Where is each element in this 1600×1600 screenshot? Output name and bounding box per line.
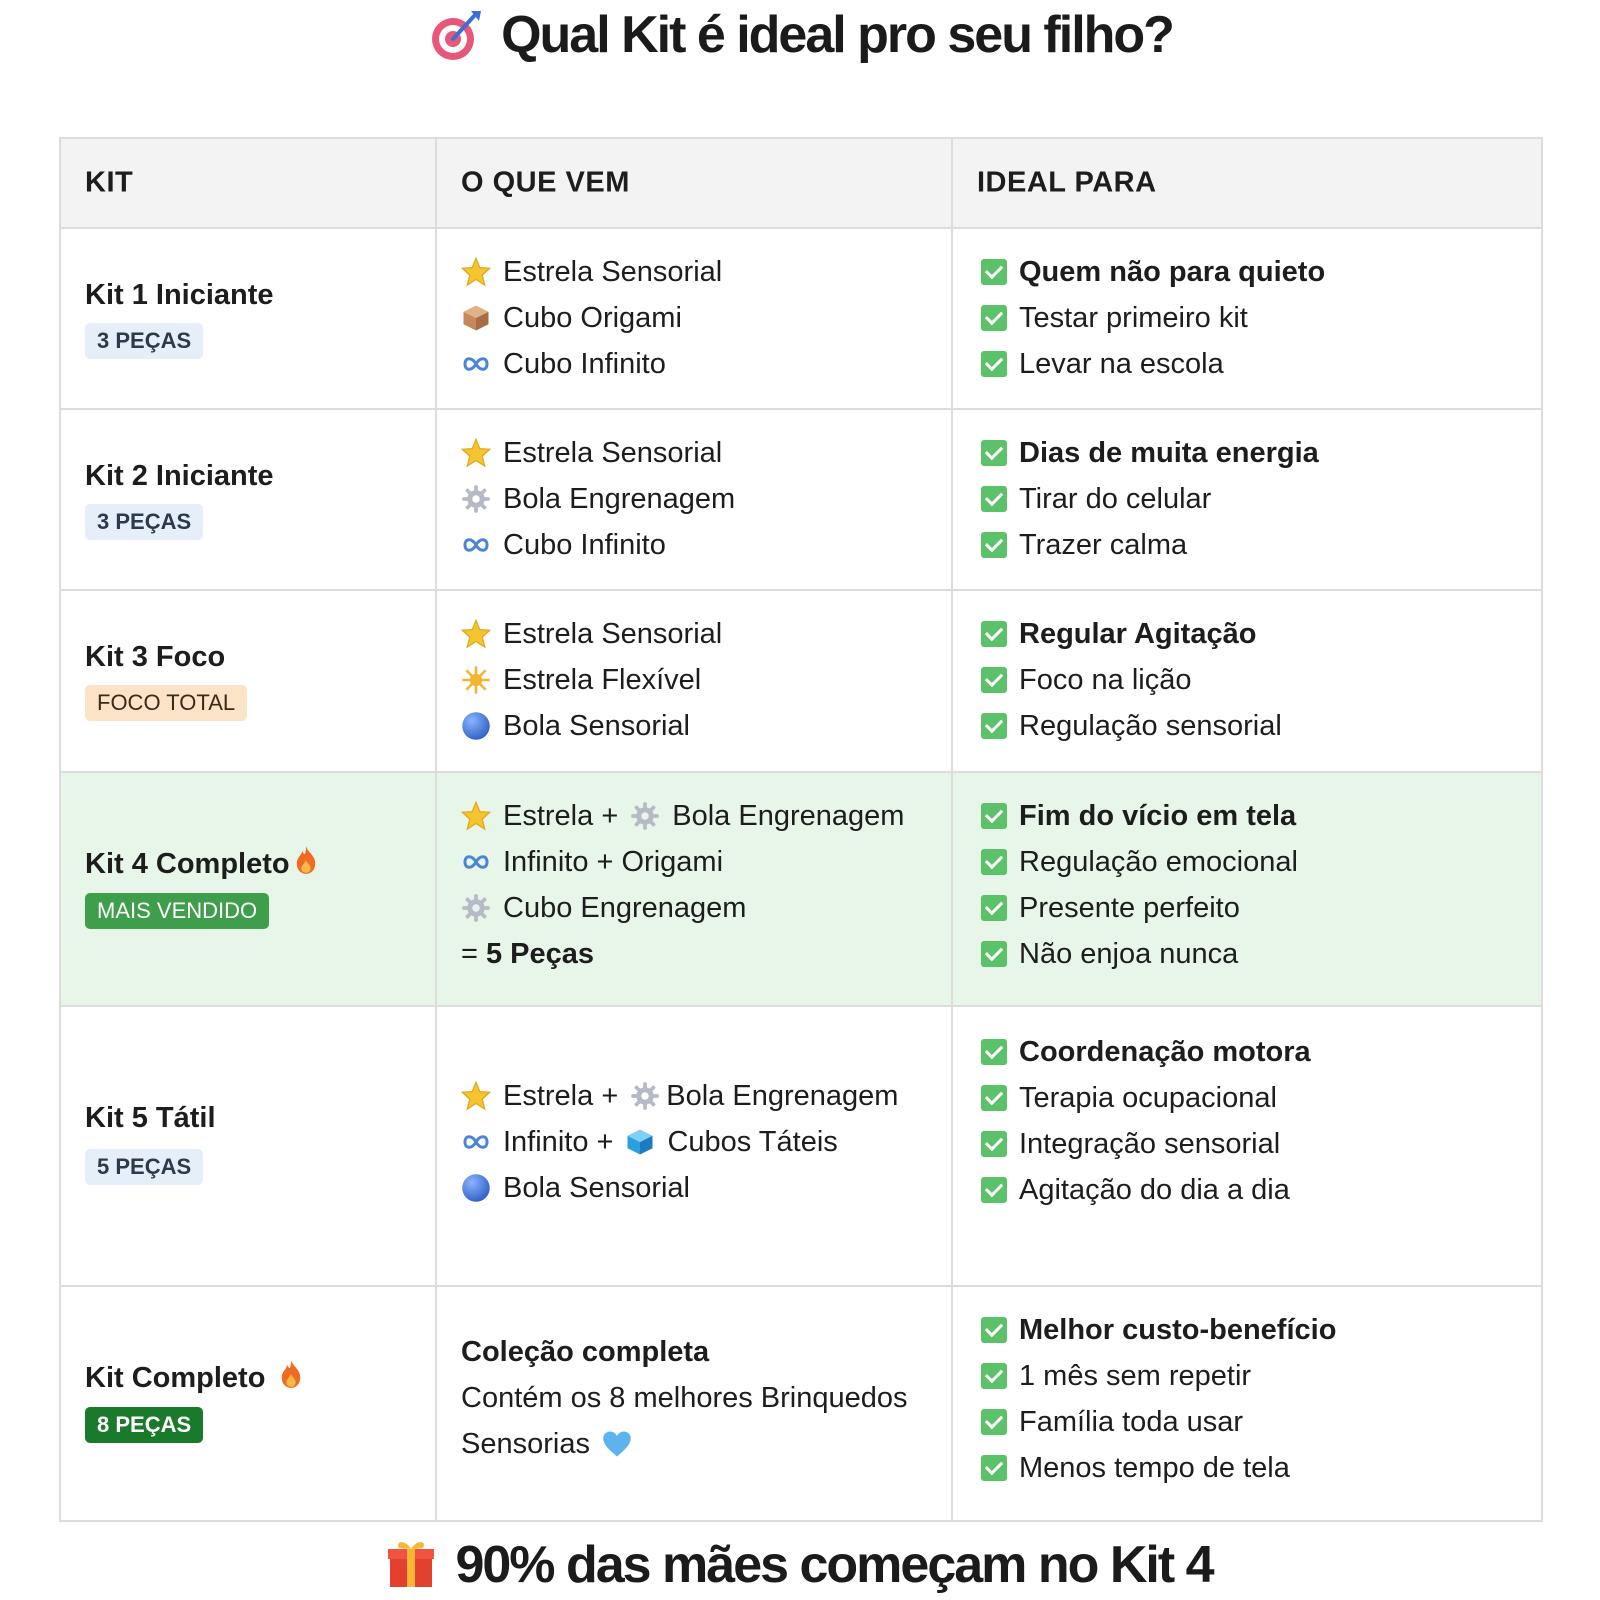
blue-cube-icon [625,1127,655,1157]
list-item: Bola Engrenagem [461,476,735,522]
list-item: Infinito + Cubos Táteis [461,1119,898,1165]
header-ideal: IDEAL PARA [977,166,1157,199]
table-row [61,589,1541,771]
list-item: Agitação do dia a dia [977,1167,1311,1213]
list-item: Bola Sensorial [461,1165,898,1211]
star-icon [461,438,491,468]
collection-description-end: Sensorias [461,1421,908,1467]
list-item: Menos tempo de tela [977,1445,1336,1491]
kit-name: Kit 3 Foco [85,641,226,673]
target-icon [427,7,483,63]
list-item: Testar primeiro kit [977,295,1325,341]
list-item: Estrela Sensorial [461,430,735,476]
star-icon [461,801,491,831]
check-icon [981,895,1007,921]
check-icon [981,486,1007,512]
check-icon [981,259,1007,285]
focus-badge: FOCO TOTAL [85,685,247,721]
list-item: Regulação emocional [977,839,1298,885]
list-item: Infinito + Origami [461,839,904,885]
check-icon [981,1317,1007,1343]
pieces-badge: 3 PEÇAS [85,504,203,540]
table-row [61,227,1541,408]
footer-banner [0,1530,1600,1600]
collection-description: Contém os 8 melhores Brinquedos [461,1382,908,1414]
header-kit: KIT [85,166,134,199]
list-item: Família toda usar [977,1399,1336,1445]
list-item: Regulação sensorial [977,703,1282,749]
check-icon [981,803,1007,829]
list-item: Não enjoa nunca [977,931,1298,977]
list-item: Cubo Infinito [461,522,735,568]
check-icon [981,1363,1007,1389]
blue-ball-icon [461,711,491,741]
list-item: Levar na escola [977,341,1325,387]
check-icon [981,621,1007,647]
table-row [61,1005,1541,1285]
list-item: Fim do vício em tela [977,793,1298,839]
list-item: Foco na lição [977,657,1282,703]
kit-name: Kit 4 Completo [85,845,318,883]
star-icon [461,1081,491,1111]
infinity-icon [461,847,491,877]
footer-text: 90% das mães começam no Kit 4 [455,1536,1213,1594]
list-item: Estrela + Bola Engrenagem [461,793,904,839]
list-item: Cubo Origami [461,295,722,341]
page-title [0,0,1600,70]
check-icon [981,1085,1007,1111]
gift-icon [387,1537,435,1594]
list-item: Terapia ocupacional [977,1075,1311,1121]
best-seller-badge: MAIS VENDIDO [85,893,269,929]
table-header-row [61,139,1541,227]
list-item: Regular Agitação [977,611,1282,657]
pieces-badge: 8 PEÇAS [85,1407,203,1443]
table-row [61,1285,1541,1520]
kit-name: Kit 1 Iniciante [85,279,274,311]
gear-icon [461,484,491,514]
check-icon [981,440,1007,466]
list-item: Quem não para quieto [977,249,1325,295]
list-item: Integração sensorial [977,1121,1311,1167]
total-pieces: = 5 Peças [461,937,594,970]
star-icon [461,619,491,649]
table-row-highlight [61,771,1541,1005]
list-item: Presente perfeito [977,885,1298,931]
check-icon [981,532,1007,558]
box-icon [461,303,491,333]
list-item: Estrela Sensorial [461,249,722,295]
check-icon [981,713,1007,739]
collection-heading: Coleção completa [461,1336,710,1368]
list-item: Trazer calma [977,522,1319,568]
kit-name: Kit 5 Tátil [85,1102,216,1134]
list-item: Estrela Sensorial [461,611,722,657]
infinity-icon [461,1127,491,1157]
header-contents: O QUE VEM [461,166,630,199]
list-item: 1 mês sem repetir [977,1353,1336,1399]
pieces-badge: 5 PEÇAS [85,1149,203,1185]
sparkle-star-icon [461,665,491,695]
list-item: Estrela Flexível [461,657,722,703]
infinity-icon [461,349,491,379]
check-icon [981,849,1007,875]
list-item: Cubo Engrenagem [461,885,904,931]
title-text: Qual Kit é ideal pro seu filho? [501,6,1173,64]
fire-icon [294,845,318,883]
kit-name: Kit 2 Iniciante [85,460,274,492]
pieces-badge: 3 PEÇAS [85,323,203,359]
list-item: Bola Sensorial [461,703,722,749]
gear-icon [630,801,660,831]
check-icon [981,1409,1007,1435]
check-icon [981,667,1007,693]
fire-icon [279,1359,303,1397]
check-icon [981,1177,1007,1203]
blue-heart-icon [602,1429,632,1459]
check-icon [981,1131,1007,1157]
list-item: Dias de muita energia [977,430,1319,476]
star-icon [461,257,491,287]
list-item: Tirar do celular [977,476,1319,522]
check-icon [981,1455,1007,1481]
table-row [61,408,1541,589]
list-item: Estrela + Bola Engrenagem [461,1073,898,1119]
blue-ball-icon [461,1173,491,1203]
kit-name: Kit Completo [85,1359,303,1397]
gear-icon [630,1081,660,1111]
gear-icon [461,893,491,923]
check-icon [981,351,1007,377]
list-item: Coordenação motora [977,1029,1311,1075]
check-icon [981,1039,1007,1065]
check-icon [981,941,1007,967]
list-item: Cubo Infinito [461,341,722,387]
check-icon [981,305,1007,331]
kit-comparison-table [59,137,1543,1522]
infinity-icon [461,530,491,560]
list-item: Melhor custo-benefício [977,1307,1336,1353]
